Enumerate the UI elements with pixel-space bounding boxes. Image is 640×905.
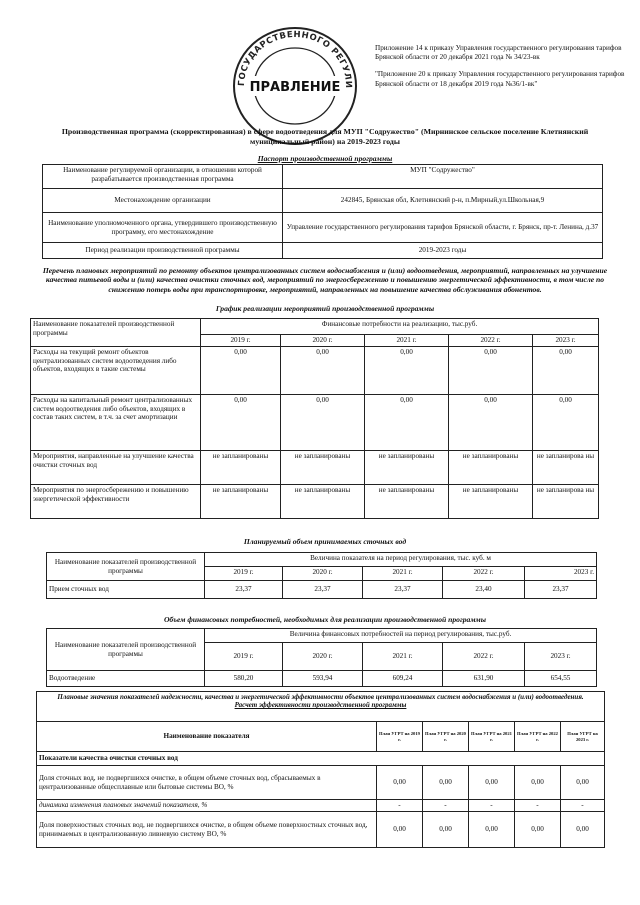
seal-center-text: ПРАВЛЕНИЕ xyxy=(249,80,341,95)
volume-table xyxy=(46,552,597,599)
row-label: Расходы на текущий ремонт объектов централизованных систем водоотведения либо объектов, входящих в такие системы xyxy=(31,347,201,395)
row-value: 23,40 xyxy=(443,581,525,599)
table-row xyxy=(31,347,599,395)
table-row xyxy=(31,485,599,519)
row-value: 609,24 xyxy=(363,671,443,687)
plan-header: План УГРТ на 2020 г. xyxy=(423,722,469,752)
measures-heading: Перечень плановых мероприятий по ремонту объектов централизованных систем водоснабжения и (или) водоотведения, мероприятий, направленных на улучшение качества питьевой воды и (или) качества очистки сточных вод, мероприятий по энергосбережению и повышению энергетической эффективности, в том числе по снижению потерь воды при транспортировке, мероприятий, направленных на повышение качества обслуживания абонентов. xyxy=(42,266,608,294)
row-value: 0,00 xyxy=(469,766,515,800)
passport-label: Наименование регулируемой организации, в отношении которой разрабатывается производственная программа xyxy=(43,165,283,189)
row-value: не запланированы xyxy=(201,485,281,519)
seal-arc-text: ГОСУДАРСТВЕННОГО РЕГУЛИ xyxy=(236,29,354,89)
schedule-col-label: Наименование показателей производственной программы xyxy=(31,319,201,347)
row-value: 23,37 xyxy=(363,581,443,599)
row-value: 0,00 xyxy=(365,395,449,451)
year-header: 2019 г. xyxy=(205,567,283,581)
year-header: 2020 г. xyxy=(283,567,363,581)
row-value: не запланированы xyxy=(201,451,281,485)
row-value: 0,00 xyxy=(423,812,469,848)
finance-heading: Объем финансовых потребностей, необходимых для реализации производственной программы xyxy=(163,615,487,624)
row-value: - xyxy=(377,800,423,812)
row-value: 654,55 xyxy=(525,671,597,687)
efficiency-heading-2: Расчет эффективности производственной программы xyxy=(234,701,407,710)
finance-table xyxy=(46,628,597,687)
year-header: 2022 г. xyxy=(449,335,533,347)
row-value: 0,00 xyxy=(515,766,561,800)
volume-group-header: Величина показателя на период регулирования, тыс. куб. м xyxy=(205,553,597,567)
row-label: Водоотведение xyxy=(47,671,205,687)
efficiency-col-label: Наименование показателя xyxy=(37,722,377,752)
row-value: - xyxy=(423,800,469,812)
table-row xyxy=(37,800,605,812)
row-value: 0,00 xyxy=(365,347,449,395)
passport-value: МУП "Содружество" xyxy=(283,165,603,189)
row-value: не запланированы xyxy=(365,485,449,519)
passport-value: Управление государственного регулирования тарифов Брянской области, г. Брянск, пр-т. Ленина, д.37 xyxy=(283,213,603,243)
volume-heading: Планируемый объем принимаемых сточных вод xyxy=(243,537,407,546)
table-row xyxy=(37,812,605,848)
row-value: 0,00 xyxy=(469,812,515,848)
row-value: 0,00 xyxy=(201,395,281,451)
row-value: 0,00 xyxy=(377,766,423,800)
table-row xyxy=(31,451,599,485)
row-value: - xyxy=(561,800,605,812)
passport-value: 242845, Брянская обл, Клетнянский р-н, п.Мирный,ул.Школьная,9 xyxy=(283,189,603,213)
row-value: 0,00 xyxy=(449,395,533,451)
year-header: 2020 г. xyxy=(281,335,365,347)
plan-header: План УГРТ на 2019 г. xyxy=(377,722,423,752)
row-label: Доля поверхностных сточных вод, не подвергшихся очистке, в общем объеме поверхностных сточных вод, принимаемых в централизованную ливневую систему ВО, % xyxy=(37,812,377,848)
row-value: 0,00 xyxy=(377,812,423,848)
row-value: 0,00 xyxy=(423,766,469,800)
row-label: Расходы на капитальный ремонт централизованных систем водоотведения либо объектов, входящих в состав таких систем, в т.ч. за счет амортизации xyxy=(31,395,201,451)
row-value: не запланированы xyxy=(281,451,365,485)
row-label: динамика изменения плановых значений показателя, % xyxy=(37,800,377,812)
plan-header: План УГРТ на 2021 г. xyxy=(469,722,515,752)
row-value: 0,00 xyxy=(201,347,281,395)
passport-value: 2019-2023 годы xyxy=(283,243,603,259)
passport-label: Местонахождение организации xyxy=(43,189,283,213)
efficiency-heading xyxy=(37,692,605,722)
row-value: 593,94 xyxy=(283,671,363,687)
volume-col-label: Наименование показателей производственной программы xyxy=(47,553,205,581)
finance-group-header: Величина финансовых потребностей на период регулирования, тыс.руб. xyxy=(205,629,597,643)
table-row xyxy=(47,671,597,687)
row-value: 631,90 xyxy=(443,671,525,687)
annex-line-1: Приложение 14 к приказу Управления государственного регулирования тарифов Брянской области от 20 декабря 2021 года № 34/23-вк xyxy=(375,44,622,62)
table-row xyxy=(47,581,597,599)
row-value: не запланирова ны xyxy=(533,451,599,485)
row-value: 0,00 xyxy=(561,766,605,800)
annex-note xyxy=(375,44,625,97)
row-value: 0,00 xyxy=(281,395,365,451)
efficiency-table xyxy=(36,691,605,848)
table-row xyxy=(37,766,605,800)
passport-table xyxy=(42,164,603,259)
year-header: 2023 г. xyxy=(525,567,597,581)
passport-heading: Паспорт производственной программы xyxy=(257,154,393,163)
row-value: не запланирова ны xyxy=(533,485,599,519)
passport-label: Наименование уполномоченного органа, утвердившего производственную программу, его местонахождение xyxy=(43,213,283,243)
row-label: Мероприятия, направленные на улучшение качества очистки сточных вод xyxy=(31,451,201,485)
row-label: Мероприятия по энергосбережению и повышению энергетической эффективности xyxy=(31,485,201,519)
year-header: 2023 г. xyxy=(533,335,599,347)
year-header: 2019 г. xyxy=(205,643,283,671)
row-label: Прием сточных вод xyxy=(47,581,205,599)
plan-header: План УГРТ на 2023 г. xyxy=(561,722,605,752)
row-value: 0,00 xyxy=(533,395,599,451)
schedule-group-header: Финансовые потребности на реализацию, тыс.руб. xyxy=(201,319,599,335)
row-value: 23,37 xyxy=(525,581,597,599)
plan-header: План УГРТ на 2022 г. xyxy=(515,722,561,752)
schedule-table xyxy=(30,318,599,519)
row-value: не запланированы xyxy=(449,451,533,485)
row-value: не запланированы xyxy=(281,485,365,519)
year-header: 2022 г. xyxy=(443,567,525,581)
row-value: 23,37 xyxy=(283,581,363,599)
row-value: не запланированы xyxy=(365,451,449,485)
row-label: Доля сточных вод, не подвергшихся очистке, в общем объеме сточных вод, сбрасываемых в централизованные общесплавные или бытовые системы ВО, % xyxy=(37,766,377,800)
year-header: 2021 г. xyxy=(365,335,449,347)
row-value: 580,20 xyxy=(205,671,283,687)
row-value: 0,00 xyxy=(281,347,365,395)
annex-line-2: "Приложение 20 к приказу Управления государственного регулирования тарифов Брянской области от 18 декабря 2019 года №36/1-вк" xyxy=(375,70,625,88)
finance-col-label: Наименование показателей производственной программы xyxy=(47,629,205,671)
row-value: - xyxy=(469,800,515,812)
year-header: 2020 г. xyxy=(283,643,363,671)
row-value: не запланированы xyxy=(449,485,533,519)
efficiency-heading-1: Плановые значения показателей надежности, качества и энергетической эффективности объектов централизованных систем водоснабжения и (или) водоотведения. xyxy=(57,693,584,701)
year-header: 2019 г. xyxy=(201,335,281,347)
year-header: 2023 г. xyxy=(525,643,597,671)
year-header: 2022 г. xyxy=(443,643,525,671)
table-row xyxy=(31,395,599,451)
efficiency-section: Показатели качества очистки сточных вод xyxy=(37,752,605,766)
row-value: 0,00 xyxy=(515,812,561,848)
year-header: 2021 г. xyxy=(363,567,443,581)
document-title: Производственная программа (скорректированная) в сфере водоотведения для МУП "Содружество" (Мирнинское сельское поселение Клетнянский муниципальный район) на 2019-2023 годы xyxy=(61,127,589,146)
row-value: 0,00 xyxy=(561,812,605,848)
row-value: 23,37 xyxy=(205,581,283,599)
schedule-heading: График реализации мероприятий производственной программы xyxy=(215,304,435,313)
row-value: 0,00 xyxy=(449,347,533,395)
year-header: 2021 г. xyxy=(363,643,443,671)
row-value: 0,00 xyxy=(533,347,599,395)
passport-label: Период реализации производственной программы xyxy=(43,243,283,259)
row-value: - xyxy=(515,800,561,812)
